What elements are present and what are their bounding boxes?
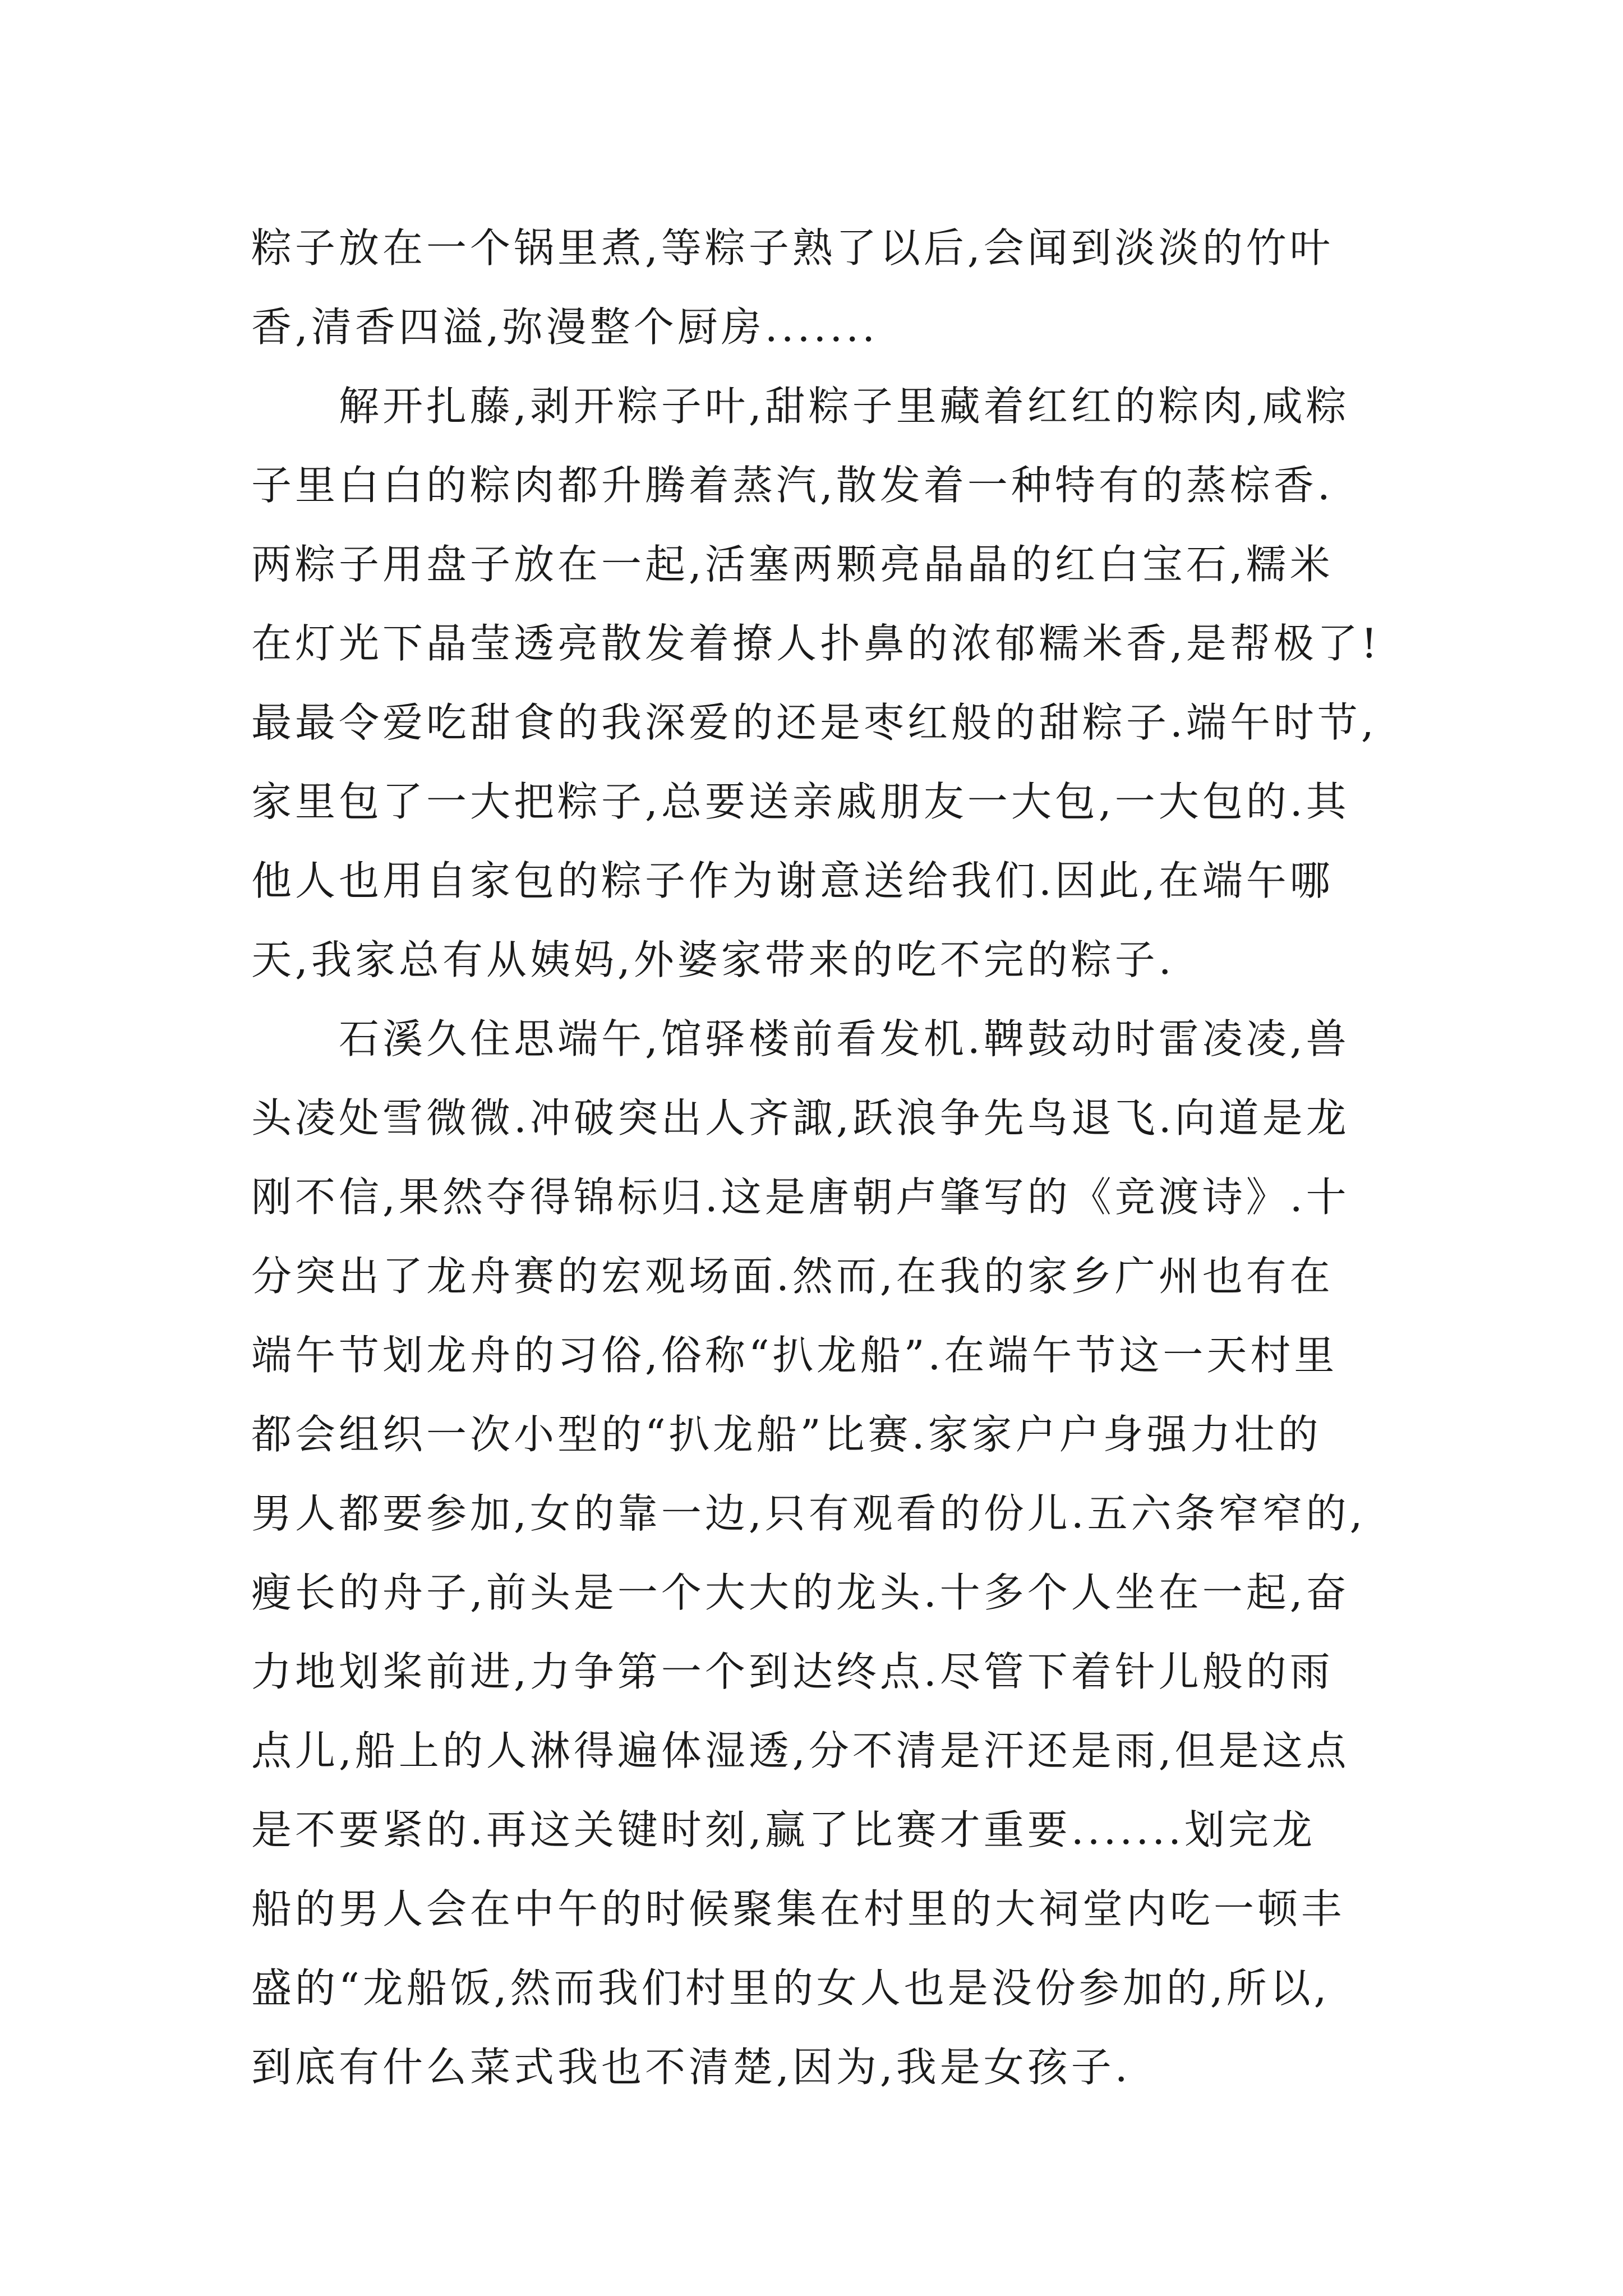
text-line: 都会组织一次小型的“扒龙船”比赛.家家户户身强力壮的 [251,1411,1322,1458]
text-line: 他人也用自家包的粽子作为谢意送给我们.因此,在端午哪 [251,857,1334,904]
text-line: 分突出了龙舟赛的宏观场面.然而,在我的家乡广州也有在 [251,1253,1334,1300]
body-text [251,209,1390,2107]
text-line: 瘦长的舟子,前头是一个大大的龙头.十多个人坐在一起,奋 [251,1569,1350,1616]
text-line: 天,我家总有从姨妈,外婆家带来的吃不完的粽子. [251,936,1175,983]
text-line: 点儿,船上的人淋得遍体湿透,分不清是汗还是雨,但是这点 [251,1727,1350,1774]
text-line: 粽子放在一个锅里煮,等粽子熟了以后,会闻到淡淡的竹叶 [251,224,1334,272]
text-line: 船的男人会在中午的时候聚集在村里的大祠堂内吃一顿丰 [251,1885,1345,1932]
text-line: 是不要紧的.再这关键时刻,赢了比赛才重要.......划完龙 [251,1806,1316,1853]
text-line: 子里白白的粽肉都升腾着蒸汽,散发着一种特有的蒸棕香. [251,462,1334,509]
text-line: 男人都要参加,女的靠一边,只有观看的份儿.五六条窄窄的, [251,1490,1366,1537]
text-line: 两粽子用盘子放在一起,活塞两颗亮晶晶的红白宝石,糯米 [251,541,1334,588]
text-line: 在灯光下晶莹透亮散发着撩人扑鼻的浓郁糯米香,是帮极了! [251,620,1381,667]
text-line: 力地划桨前进,力争第一个到达终点.尽管下着针儿般的雨 [251,1648,1334,1695]
text-line: 香,清香四溢,弥漫整个厨房....... [251,303,878,351]
text-line: 头凌处雪微微.冲破突出人齐諏,跃浪争先鸟退飞.向道是龙 [251,1094,1350,1142]
text-line: 解开扎藤,剥开粽子叶,甜粽子里藏着红红的粽肉,咸粽 [251,383,1350,430]
text-line: 刚不信,果然夺得锦标归.这是唐朝卢肇写的《竞渡诗》.十 [251,1174,1350,1221]
text-line: 石溪久住思端午,馆驿楼前看发机.鞞鼓动时雷凌凌,兽 [251,1015,1350,1062]
text-line: 到底有什么菜式我也不清楚,因为,我是女孩子. [251,2044,1131,2091]
text-line: 端午节划龙舟的习俗,俗称“扒龙船”.在端午节这一天村里 [251,1332,1338,1379]
text-line: 盛的“龙船饭,然而我们村里的女人也是没份参加的,所以, [251,1964,1330,2012]
text-line: 家里包了一大把粽子,总要送亲戚朋友一大包,一大包的.其 [251,778,1350,825]
text-line: 最最令爱吃甜食的我深爱的还是枣红般的甜粽子.端午时节, [251,699,1377,746]
